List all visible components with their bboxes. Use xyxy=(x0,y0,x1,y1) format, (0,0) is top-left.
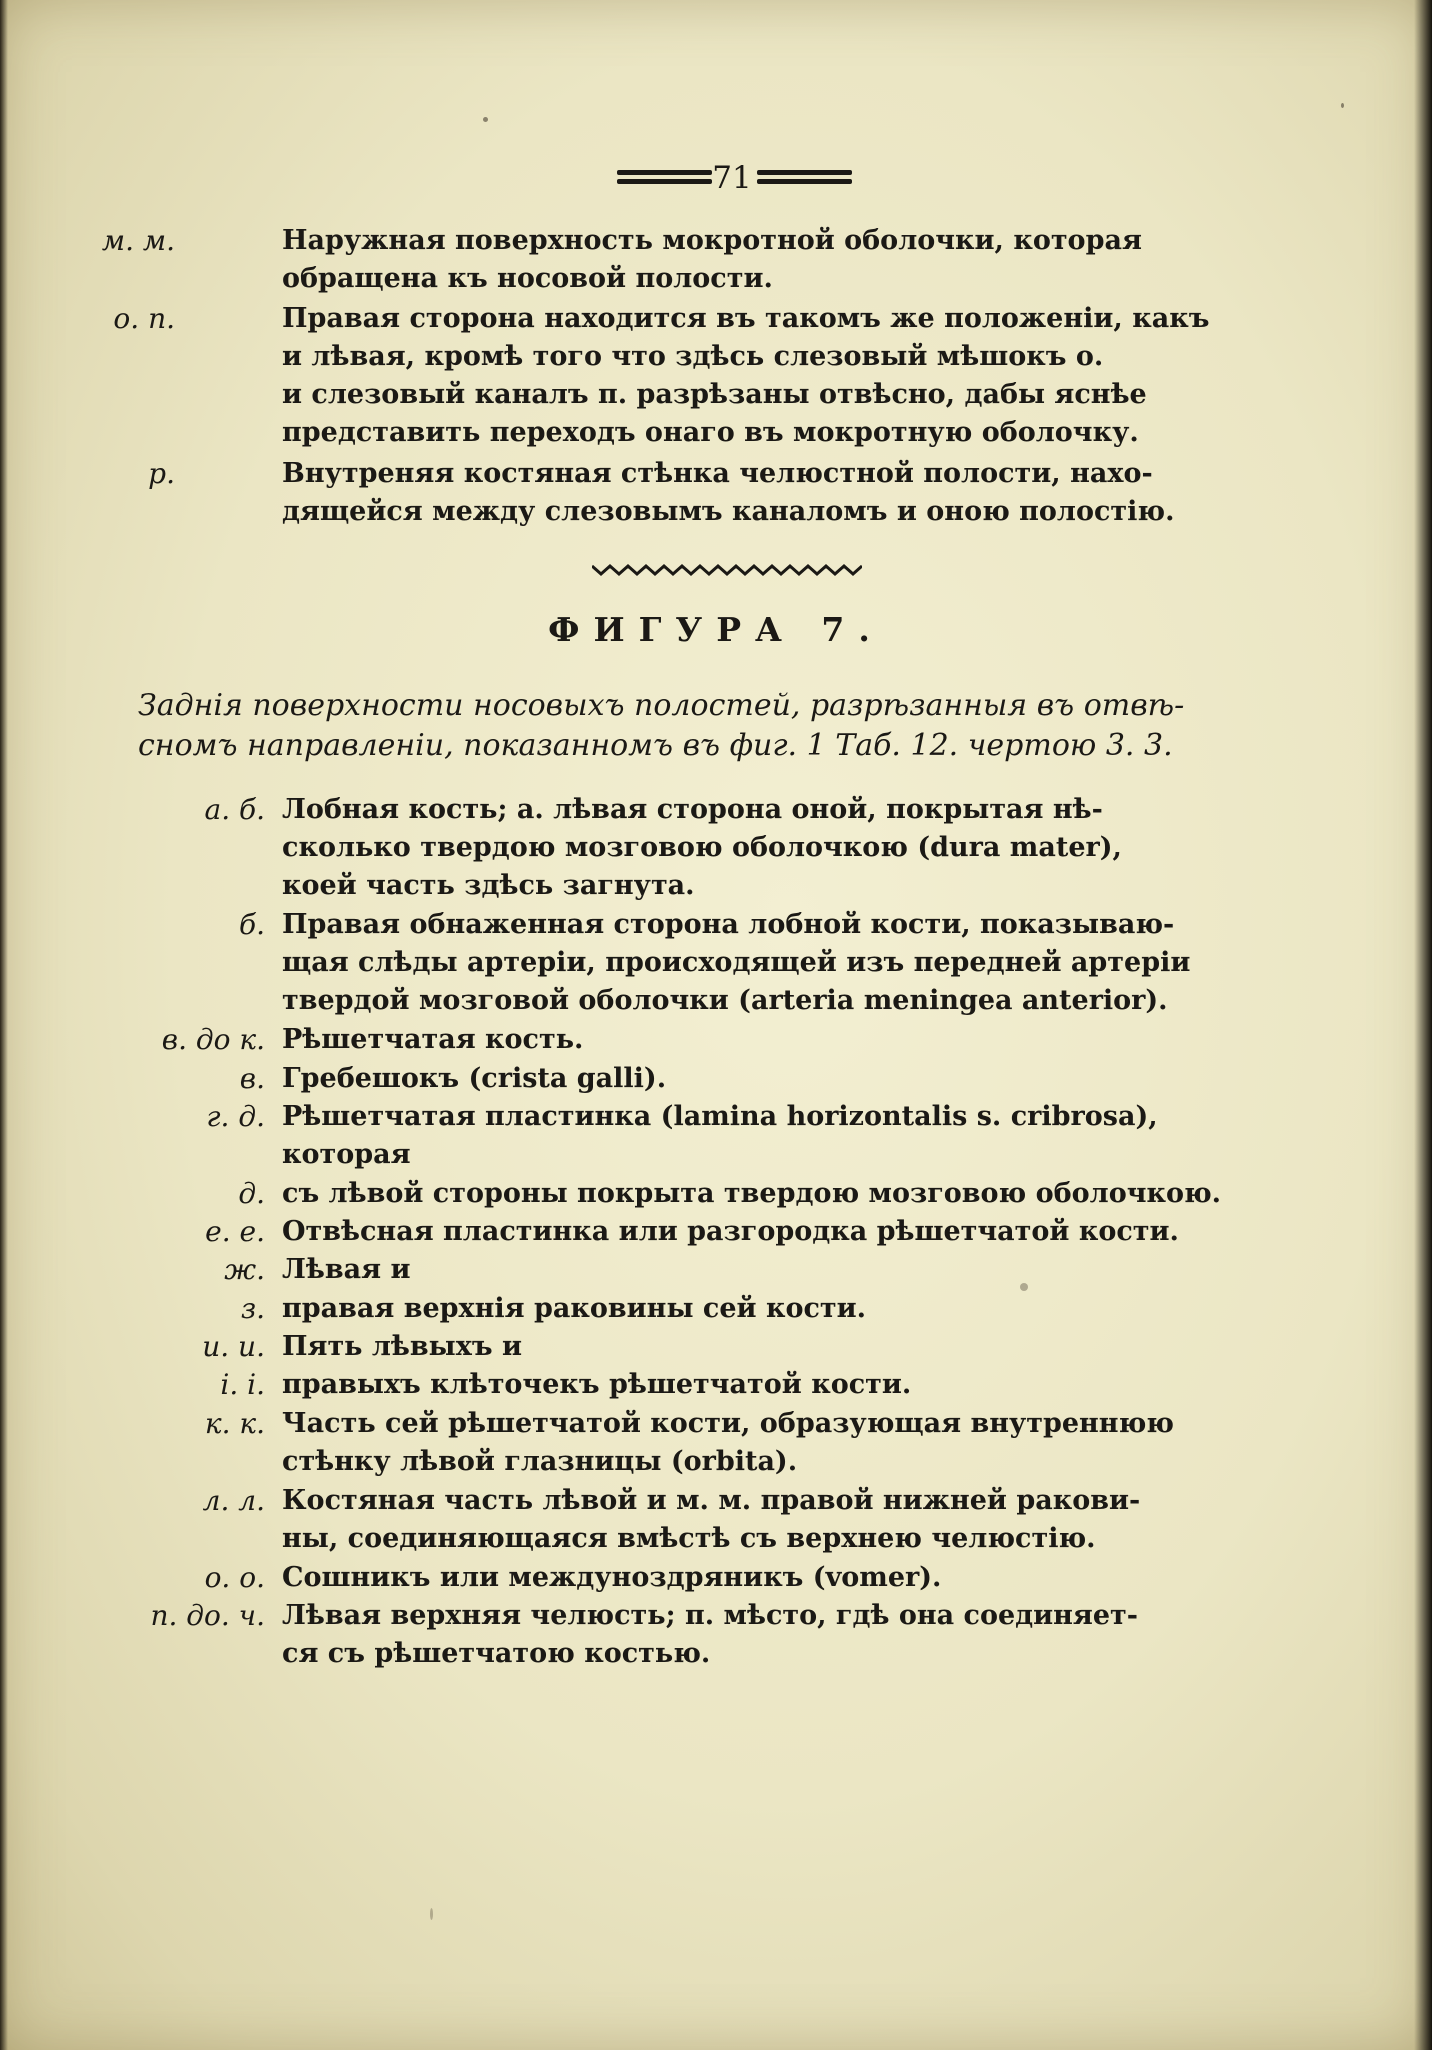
entry-label: к. к. xyxy=(204,1407,265,1440)
entry-text: Гребешокъ (crista galli). xyxy=(282,1063,667,1094)
page-header xyxy=(0,158,1432,198)
entry-text: Лѣвая верхняя челюсть; п. мѣсто, гдѣ она соединяет- ся съ рѣшетчатою костью. xyxy=(282,1600,1138,1669)
entry-label: д. xyxy=(238,1177,265,1210)
entry-text: Рѣшетчатая кость. xyxy=(282,1024,584,1055)
figure-caption: Заднiя поверхности носовыхъ полостей, разрѣзанныя въ отвѣ- сномъ направленiи, показанномъ въ фиг. 1 Таб. 12. чертою 3. 3. xyxy=(138,688,1185,763)
page-shadow-right xyxy=(1414,0,1432,2050)
paper-speck xyxy=(483,117,488,122)
entry-label: ж. xyxy=(224,1253,265,1286)
entry-text: Отвѣсная пластинка или разгородка рѣшетчатой кости. xyxy=(282,1216,1179,1247)
paper-speck xyxy=(430,1908,433,1920)
entry-text: Лѣвая и xyxy=(282,1254,411,1285)
figure-title: ФИГУРА 7. xyxy=(548,610,884,649)
entry-text: Часть сей рѣшетчатой кости, образующая внутреннюю стѣнку лѣвой глазницы (orbita). xyxy=(282,1408,1174,1477)
header-rule-left xyxy=(617,170,712,186)
entry-label: i. i. xyxy=(220,1368,265,1401)
entry-label: а. б. xyxy=(204,793,265,826)
entry-text: Наружная поверхность мокротной оболочки, которая обращена къ носовой полости. xyxy=(282,225,1142,294)
entry-text: Пять лѣвыхъ и xyxy=(282,1331,522,1362)
entry-text: Лобная кость; а. лѣвая сторона оной, покрытая нѣ- сколько твердою мозговою оболочкою (dura mater), коей часть здѣсь загнута. xyxy=(282,794,1122,901)
entry-label: б. xyxy=(239,908,265,941)
entry-label: з. xyxy=(240,1292,265,1325)
entry-label: е. е. xyxy=(205,1215,265,1248)
paper-speck xyxy=(1020,1283,1028,1291)
entry-label: в. до к. xyxy=(161,1023,265,1056)
entry-label: л. л. xyxy=(202,1484,265,1517)
entry-text: Правая сторона находится въ такомъ же положенiи, какъ и лѣвая, кромѣ того что здѣсь слезовый мѣшокъ о. и слезовый каналъ п. разрѣзаны отвѣсно, дабы яснѣе представить переходъ онаго въ мокротную оболочку. xyxy=(282,303,1210,448)
entry-label: в. xyxy=(239,1062,265,1095)
entry-text: правыхъ клѣточекъ рѣшетчатой кости. xyxy=(282,1369,912,1400)
header-rule-right xyxy=(757,170,852,186)
entry-text: съ лѣвой стороны покрыта твердою мозговою оболочкою. xyxy=(282,1178,1222,1209)
entry-text: Правая обнаженная сторона лобной кости, показываю- щая слѣды артерiи, происходящей изъ передней артерiи твердой мозговой оболочки (arteria meningea anterior). xyxy=(282,909,1191,1016)
entry-text: Костяная часть лѣвой и м. м. правой нижней ракови- ны, соединяющаяся вмѣстѣ съ верхнею челюстiю. xyxy=(282,1485,1141,1554)
entry-text: Рѣшетчатая пластинка (lamina horizontalis s. cribrosa), которая xyxy=(282,1101,1158,1170)
entry-label: р. xyxy=(148,457,175,490)
entry-text: Внутреняя костяная стѣнка челюстной полости, нахо- дящейся между слезовымъ каналомъ и оною полостiю. xyxy=(282,458,1175,527)
entry-label: и. и. xyxy=(202,1330,265,1363)
page-number: 71 xyxy=(712,160,752,196)
entry-label: м. м. xyxy=(101,224,175,257)
entry-text: правая верхнiя раковины сей кости. xyxy=(282,1293,867,1324)
section-divider-ornament xyxy=(592,563,862,577)
entry-label: г. д. xyxy=(206,1100,265,1133)
paper-speck xyxy=(1341,103,1344,108)
entry-label: о. п. xyxy=(113,302,175,335)
entry-label: п. до. ч. xyxy=(150,1599,265,1632)
entry-text: Сошникъ или междуноздряникъ (vomer). xyxy=(282,1562,942,1593)
entry-label: о. о. xyxy=(204,1561,265,1594)
